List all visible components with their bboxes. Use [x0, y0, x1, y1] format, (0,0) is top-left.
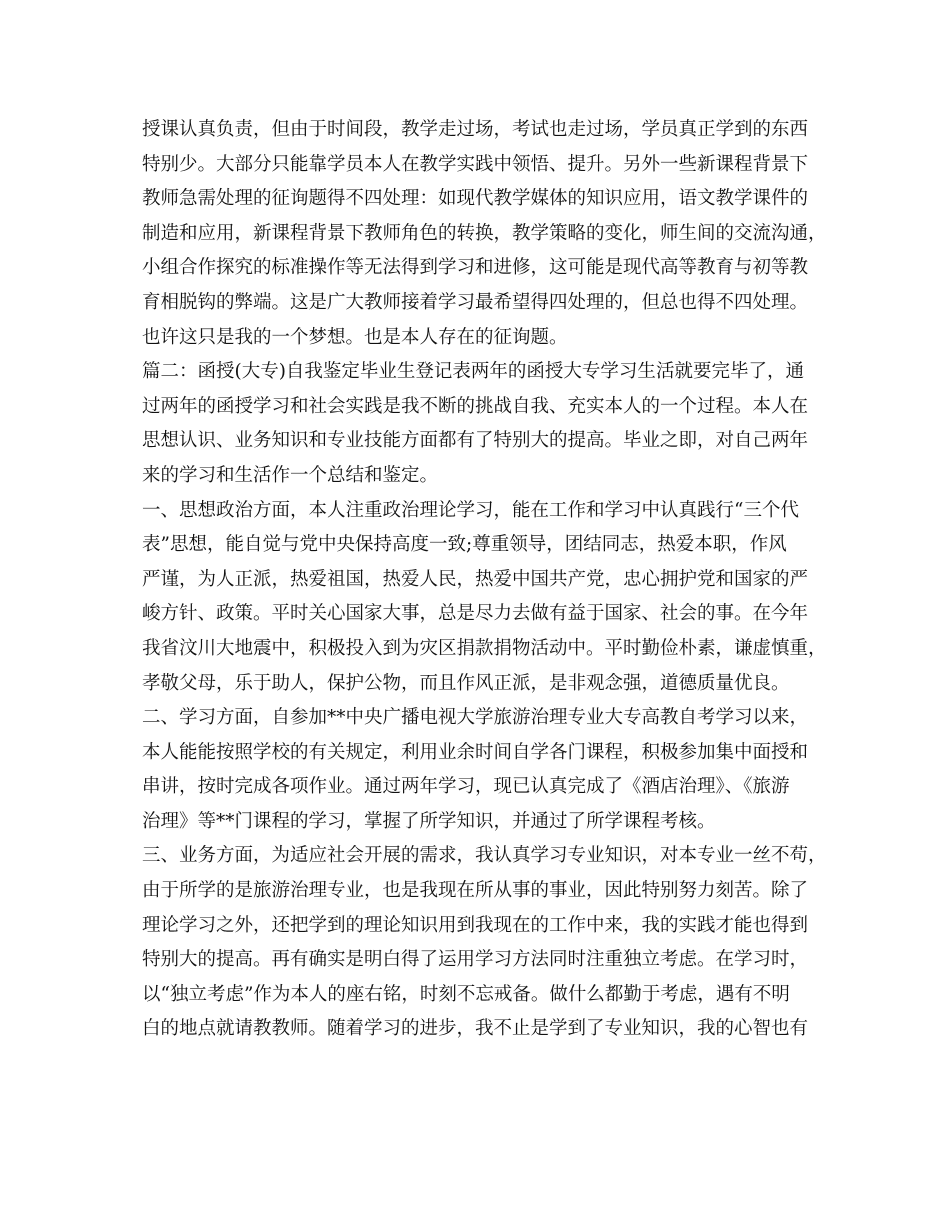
body-text — [142, 113, 832, 1047]
text-line: 特别大的提高。再有确实是明白得了运用学习方法同时注重独立考虑。在学习时， — [142, 949, 809, 971]
text-line: 特别少。大部分只能靠学员本人在教学实践中领悟、提升。另外一些新课程背景下 — [142, 153, 809, 175]
text-line: 育相脱钩的弊端。这是广大教师接着学习最希望得四处理的，但总也得不四处理。 — [142, 291, 809, 313]
text-line: 三、业务方面，为适应社会开展的需求，我认真学习专业知识，对本专业一丝不苟， — [142, 845, 827, 867]
text-line: 严谨，为人正派，热爱祖国，热爱人民，热爱中国共产党，忠心拥护党和国家的严 — [142, 568, 809, 590]
text-line: 表”思想，能自觉与党中央保持高度一致;尊重领导，团结同志，热爱本职，作风 — [142, 534, 787, 556]
text-line: 一、思想政治方面，本人注重政治理论学习，能在工作和学习中认真践行“三个代 — [142, 499, 799, 521]
text-line: 二、学习方面，自参加**中央广播电视大学旅游治理专业大专高教自考学习以来， — [142, 707, 809, 729]
text-line: 峻方针、政策。平时关心国家大事，总是尽力去做有益于国家、社会的事。在今年 — [142, 603, 809, 625]
text-line: 治理》等**门课程的学习，掌握了所学知识，并通过了所学课程考核。 — [142, 810, 716, 832]
text-line: 理论学习之外，还把学到的理论知识用到我现在的工作中来，我的实践才能也得到 — [142, 914, 809, 936]
text-line: 由于所学的是旅游治理专业，也是我现在所从事的事业，因此特别努力刻苦。除了 — [142, 880, 809, 902]
text-line: 来的学习和生活作一个总结和鉴定。 — [142, 464, 439, 486]
text-line: 小组合作探究的标准操作等无法得到学习和进修，这可能是现代高等教育与初等教 — [142, 257, 809, 279]
text-line: 也许这只是我的一个梦想。也是本人存在的征询题。 — [142, 326, 568, 348]
text-line: 教师急需处理的征询题得不四处理：如现代教学媒体的知识应用，语文教学课件的 — [142, 188, 809, 210]
text-line: 思想认识、业务知识和专业技能方面都有了特别大的提高。毕业之即，对自己两年 — [142, 430, 809, 452]
text-line: 篇二：函授(大专)自我鉴定毕业生登记表两年的函授大专学习生活就要完毕了，通 — [142, 361, 804, 383]
text-line: 我省汶川大地震中，积极投入到为灾区捐款捐物活动中。平时勤俭朴素，谦虚慎重， — [142, 637, 827, 659]
text-line: 以“独立考虑”作为本人的座右铭，时刻不忘戒备。做什么都勤于考虑，遇有不明 — [142, 983, 790, 1005]
text-line: 串讲，按时完成各项作业。通过两年学习，现已认真完成了《酒店治理》、《旅游 — [142, 776, 790, 798]
text-line: 孝敬父母，乐于助人，保护公物，而且作风正派，是非观念强，道德质量优良。 — [142, 672, 790, 694]
text-line: 白的地点就请教教师。随着学习的进步，我不止是学到了专业知识，我的心智也有 — [142, 1018, 809, 1040]
text-line: 本人能能按照学校的有关规定，利用业余时间自学各门课程，积极参加集中面授和 — [142, 741, 809, 763]
text-line: 授课认真负责，但由于时间段，教学走过场，考试也走过场，学员真正学到的东西 — [142, 119, 809, 140]
text-line: 制造和应用，新课程背景下教师角色的转换，教学策略的变化，师生间的交流沟通， — [142, 222, 827, 244]
text-line: 过两年的函授学习和社会实践是我不断的挑战自我、充实本人的一个过程。本人在 — [142, 395, 809, 417]
